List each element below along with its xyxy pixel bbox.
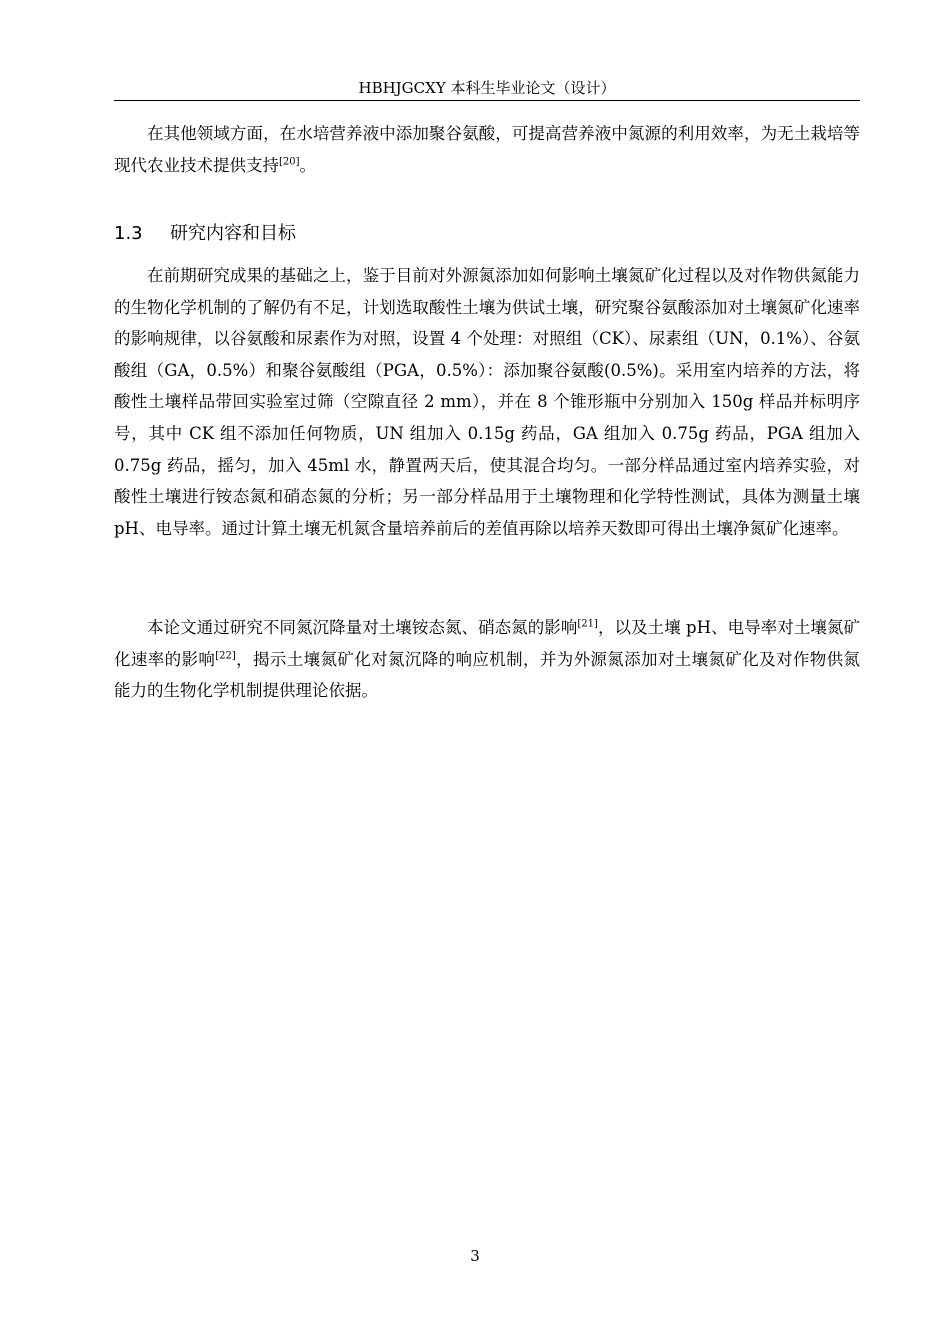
header-rule <box>114 100 860 101</box>
paragraph-thesis-aim <box>114 612 860 707</box>
paragraph-text: 本论文通过研究不同氮沉降量对土壤铵态氮、硝态氮的影响 <box>147 618 578 637</box>
citation-20: [20] <box>279 156 300 168</box>
section-heading <box>114 220 296 248</box>
paragraph-research-content: 在前期研究成果的基础之上，鉴于目前对外源氮添加如何影响土壤氮矿化过程以及对作物供氮能力的生物化学机制的了解仍有不足，计划选取酸性土壤为供试土壤，研究聚谷氨酸添加对土壤氮矿化速率的影响规律，以谷氨酸和尿素作为对照，设置 4 个处理：对照组（CK）、尿素组（UN，0.1%）、谷氨酸组（GA，0.5%）和聚谷氨酸组（PGA，0.5%）：添加聚谷氨酸(0.5%)。采用室内培养的方法，将酸性土壤样品带回实验室过筛（空隙直径 2 mm），并在 8 个锥形瓶中分别加入 150g 样品并标明序号，其中 CK 组不添加任何物质，UN 组加入 0.15g 药品，GA 组加入 0.75g 药品，PGA 组加入 0.75g 药品，摇匀，加入 45ml 水，静置两天后，使其混合均匀。一部分样品通过室内培养实验，对酸性土壤进行铵态氮和硝态氮的分析；另一部分样品用于土壤物理和化学特性测试，具体为测量土壤 pH、电导率。通过计算土壤无机氮含量培养前后的差值再除以培养天数即可得出土壤净氮矿化速率。 <box>114 266 860 538</box>
paragraph-text: ，揭示土壤氮矿化对氮沉降的响应机制，并为外源氮添加对土壤氮矿化及对作物供氮能力的生物化学机制提供理论依据。 <box>114 649 861 701</box>
paragraph-text: ，以及土壤 pH、电导率对土壤氮矿化速率的影响 <box>114 618 860 669</box>
paragraph-text-end: 。 <box>299 155 317 175</box>
paragraph-other-fields <box>114 118 860 181</box>
running-header: HBHJGCXY 本科生毕业论文（设计） <box>358 79 616 97</box>
page-number: 3 <box>470 1247 480 1265</box>
section-number: 1.3 <box>114 223 143 244</box>
citation-21: [21] <box>577 618 598 630</box>
paragraph-text: 在其他领域方面，在水培营养液中添加聚谷氨酸，可提高营养液中氮源的利用效率，为无土栽培等现代农业技术提供支持 <box>114 124 860 175</box>
section-title: 研究内容和目标 <box>170 223 296 244</box>
citation-22: [22] <box>215 650 236 662</box>
